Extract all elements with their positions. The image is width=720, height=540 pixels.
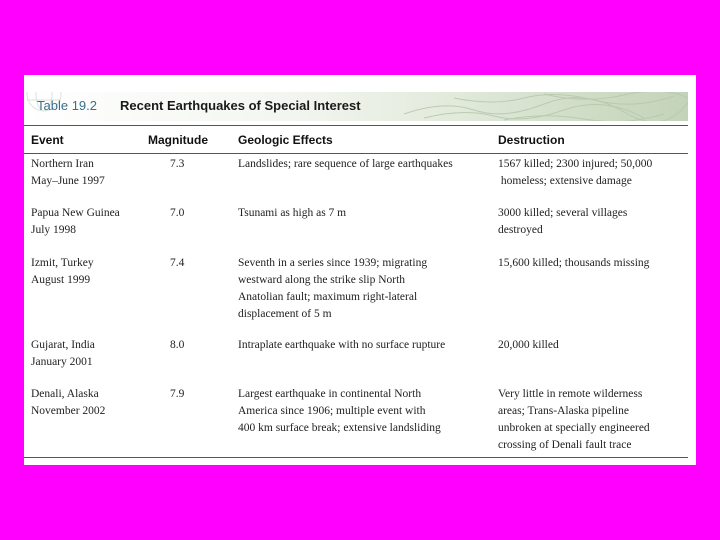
table-bottom-rule [24, 457, 688, 458]
cell-event: Papua New Guinea July 1998 [31, 207, 120, 236]
cell-event: Denali, Alaska November 2002 [31, 388, 106, 417]
column-header-geologic-effects: Geologic Effects [238, 133, 333, 147]
cell-event: Northern Iran May–June 1997 [31, 158, 105, 187]
header-bottom-rule [24, 153, 688, 154]
cell-magnitude: 7.9 [170, 388, 185, 400]
cell-geologic-effects: Landslides; rare sequence of large earthquakes [238, 158, 453, 170]
cell-destruction: 3000 killed; several villages destroyed [498, 207, 628, 236]
column-header-magnitude: Magnitude [148, 133, 208, 147]
cell-geologic-effects: Tsunami as high as 7 m [238, 207, 347, 219]
table-number: Table 19.2 [37, 98, 97, 113]
cell-magnitude: 8.0 [170, 339, 185, 351]
cell-destruction: 20,000 killed [498, 339, 559, 351]
column-header-event: Event [31, 133, 64, 147]
cell-event: Gujarat, India January 2001 [31, 339, 95, 368]
cell-magnitude: 7.0 [170, 207, 185, 219]
table-title-banner [24, 92, 688, 121]
table-panel [24, 75, 696, 465]
cell-geologic-effects: Largest earthquake in continental North America since 1906; multiple event with 400 km surface break; extensive landsliding [238, 388, 441, 434]
header-top-rule [24, 125, 688, 126]
cell-magnitude: 7.4 [170, 257, 185, 269]
cell-geologic-effects: Seventh in a series since 1939; migrating westward along the strike slip North Anatolian fault; maximum right-lateral displacement of 5 m [238, 257, 428, 320]
cell-geologic-effects: Intraplate earthquake with no surface rupture [238, 339, 446, 351]
table-title: Recent Earthquakes of Special Interest [120, 98, 361, 113]
cell-destruction: Very little in remote wilderness areas; Trans-Alaska pipeline unbroken at specially engineered crossing of Denali fault trace [498, 388, 650, 451]
column-header-destruction: Destruction [498, 133, 565, 147]
cell-magnitude: 7.3 [170, 158, 185, 170]
cell-destruction: 15,600 killed; thousands missing [498, 257, 650, 269]
cell-destruction: 1567 killed; 2300 injured; 50,000 homeless; extensive damage [498, 158, 653, 187]
cell-event: Izmit, Turkey August 1999 [31, 257, 94, 286]
